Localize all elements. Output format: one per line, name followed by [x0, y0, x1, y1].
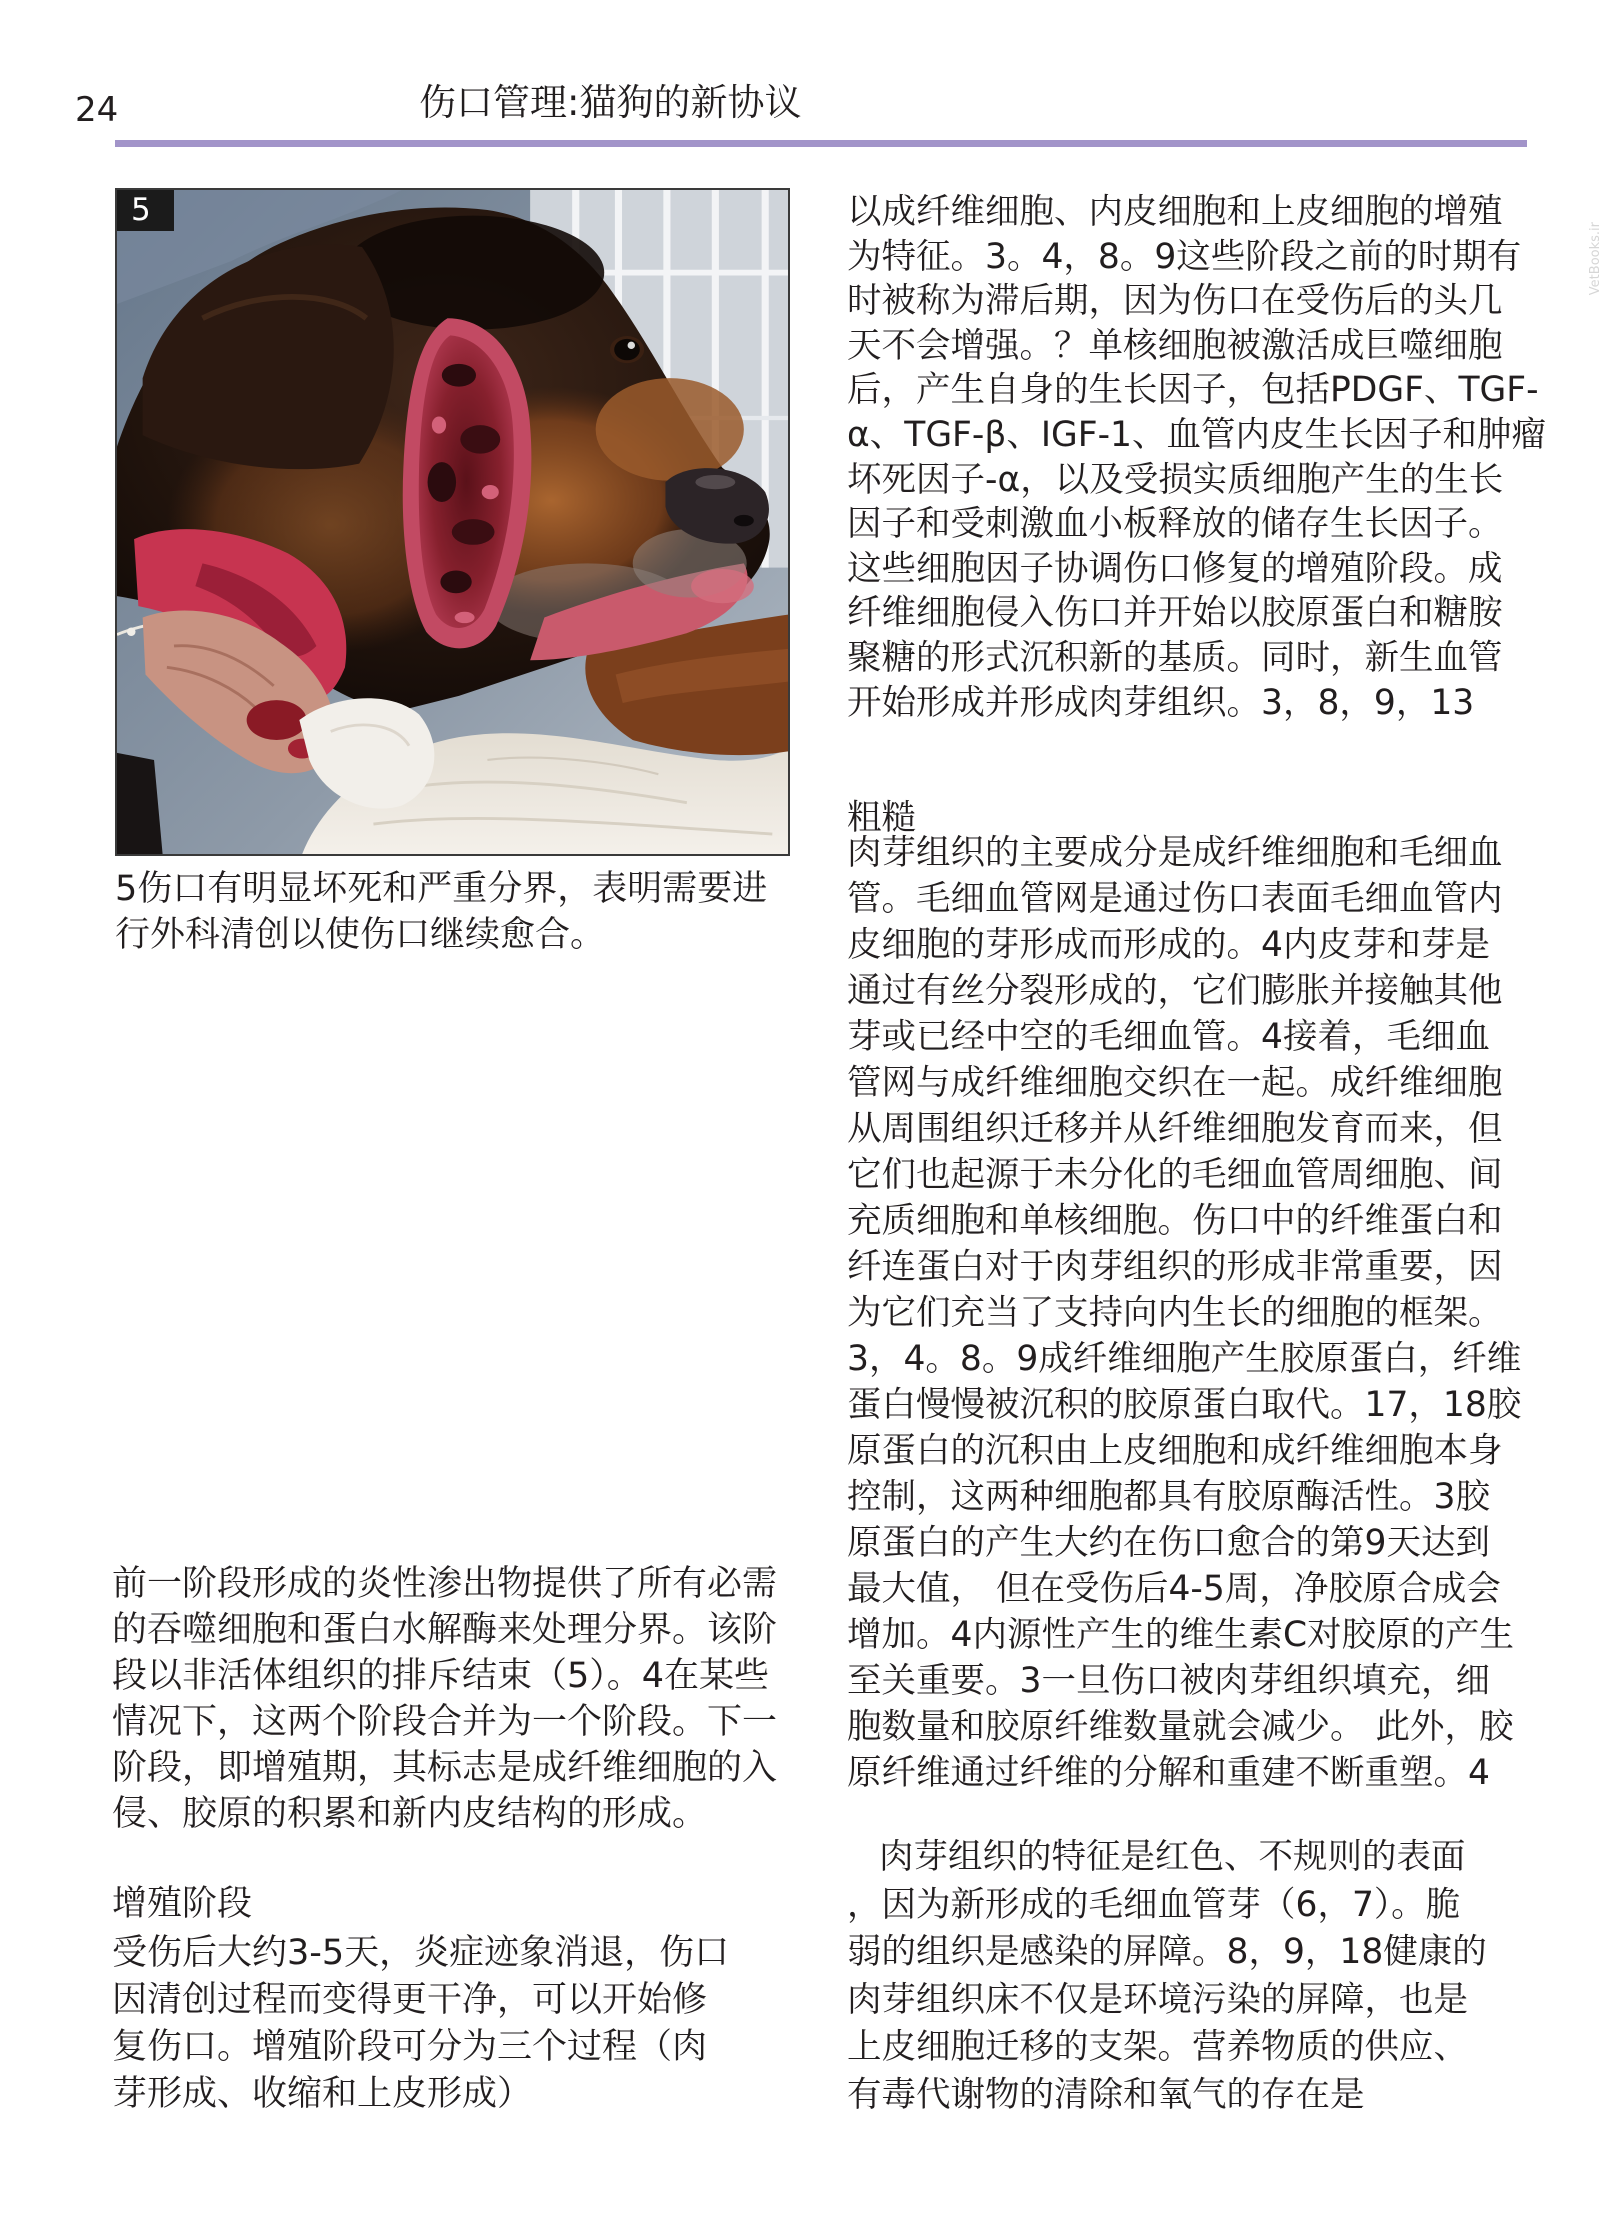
text-line: 控制，这两种细胞都具有胶原酶活性。3胶	[847, 1477, 1490, 1517]
text-line: 时被称为滞后期，因为伤口在受伤后的头几	[847, 281, 1503, 322]
text-line: 受伤后大约3-5天，炎症迹象消退，伤口	[112, 1933, 730, 1973]
figure-5	[115, 188, 790, 856]
text-line: 复伤口。增殖阶段可分为三个过程（肉	[112, 2027, 708, 2067]
text-line: 芽形成、收缩和上皮形成）	[112, 2074, 533, 2114]
paragraph	[112, 1561, 802, 1837]
text-line: 胞数量和胶原纤维数量就会减少。 此外，胶	[847, 1707, 1514, 1747]
paragraph	[112, 1930, 802, 2118]
dog-eye	[610, 336, 644, 363]
text-line: 情况下，这两个阶段合并为一个阶段。下一	[112, 1702, 778, 1742]
text-line: 至关重要。3一旦伤口被肉芽组织填充，细	[847, 1661, 1490, 1701]
paragraph	[847, 190, 1547, 725]
text-line: 有毒代谢物的清除和氧气的存在是	[847, 2074, 1365, 2115]
text-line: 为特征。3。4，8。9这些阶段之前的时期有	[847, 236, 1522, 277]
text-line: 原蛋白的沉积由上皮细胞和成纤维细胞本身	[847, 1431, 1503, 1471]
figure-caption	[115, 866, 805, 958]
text-line: 管网与成纤维细胞交织在一起。成纤维细胞	[847, 1063, 1503, 1103]
text-line: 侵、胶原的积累和新内皮结构的形成。	[112, 1794, 708, 1834]
text-line: 3，4。8。9成纤维细胞产生胶原蛋白，纤维	[847, 1339, 1522, 1379]
text-line: ，因为新形成的毛细血管芽（6，7）。脆	[847, 1884, 1461, 1925]
watermark: VetBooks.ir	[1588, 222, 1603, 296]
text-line: 的吞噬细胞和蛋白水解酶来处理分界。该阶	[112, 1610, 778, 1650]
text-line: 这些细胞因子协调伤口修复的增殖阶段。成	[847, 548, 1503, 589]
text-line: 段以非活体组织的排斥结束（5）。4在某些	[112, 1656, 770, 1696]
text-line: 肉芽组织的特征是红色、不规则的表面	[879, 1837, 1466, 1877]
text-line: 蛋白慢慢被沉积的胶原蛋白取代。17，18胶	[847, 1385, 1522, 1425]
text-line: 肉芽组织床不仅是环境污染的屏障，也是	[847, 1979, 1468, 2020]
text-line: 通过有丝分裂形成的，它们膨胀并接触其他	[847, 971, 1503, 1011]
text-line: 行外科清创以使伤口继续愈合。	[115, 915, 606, 955]
section-heading: 粗糙	[847, 798, 916, 838]
text-line: 最大值， 但在受伤后4-5周，净胶原合成会	[847, 1569, 1501, 1609]
text-line: 它们也起源于未分化的毛细血管周细胞、间	[847, 1155, 1503, 1195]
page-number: 24	[75, 90, 119, 130]
text-line: 因子和受刺激血小板释放的储存生长因子。	[847, 504, 1503, 545]
text-line: 原纤维通过纤维的分解和重建不断重塑。4	[847, 1753, 1490, 1793]
text-line: 肉芽组织的主要成分是成纤维细胞和毛细血	[847, 833, 1503, 873]
text-line: 前一阶段形成的炎性渗出物提供了所有必需	[112, 1564, 778, 1604]
text-line: 因清创过程而变得更干净，可以开始修	[112, 1980, 708, 2020]
text-line: 增加。4内源性产生的维生素C对胶原的产生	[847, 1615, 1515, 1655]
text-line: 以成纤维细胞、内皮细胞和上皮细胞的增殖	[847, 192, 1503, 232]
text-line: 从周围组织迁移并从纤维细胞发育而来，但	[847, 1109, 1503, 1149]
paragraph	[847, 830, 1547, 1796]
text-line: 充质细胞和单核细胞。伤口中的纤维蛋白和	[847, 1201, 1503, 1241]
text-line: 为它们充当了支持向内生长的细胞的框架。	[847, 1293, 1503, 1333]
text-line: 原蛋白的产生大约在伤口愈合的第9天达到	[847, 1523, 1490, 1563]
running-title: 伤口管理:猫狗的新协议	[419, 81, 802, 124]
paragraph	[847, 1834, 1547, 2120]
text-line: 上皮细胞迁移的支架。营养物质的供应、	[847, 2027, 1468, 2068]
text-line: 弱的组织是感染的屏障。8，9，18健康的	[847, 1932, 1487, 1973]
text-line: 5伤口有明显坏死和严重分界，表明需要进	[115, 869, 768, 909]
text-line: α、TGF-β、IGF-1、血管内皮生长因子和肿瘤	[847, 414, 1547, 455]
text-line: 天不会增强。？单核细胞被激活成巨噬细胞	[847, 325, 1503, 366]
text-line: 后，产生自身的生长因子，包括PDGF、TGF-	[847, 370, 1539, 411]
text-line: 纤连蛋白对于肉芽组织的形成非常重要，因	[847, 1247, 1503, 1287]
text-line: 聚糖的形式沉积新的基质。同时，新生血管	[847, 637, 1503, 678]
text-line: 芽或已经中空的毛细血管。4接着，毛细血	[847, 1017, 1490, 1057]
text-line: 皮细胞的芽形成而形成的。4内皮芽和芽是	[847, 925, 1490, 965]
section-heading: 增殖阶段	[112, 1884, 253, 1924]
figure-label: 5	[117, 190, 174, 231]
text-line: 纤维细胞侵入伤口并开始以胶原蛋白和糖胺	[847, 593, 1503, 634]
wound-photo	[117, 190, 788, 854]
text-line: 阶段，即增殖期，其标志是成纤维细胞的入	[112, 1748, 778, 1788]
text-line: 坏死因子-α，以及受损实质细胞产生的生长	[847, 459, 1504, 500]
header-rule	[115, 140, 1527, 147]
text-line: 开始形成并形成肉芽组织。3，8，9，13	[847, 682, 1475, 723]
text-line: 管。毛细血管网是通过伤口表面毛细血管内	[847, 879, 1503, 919]
